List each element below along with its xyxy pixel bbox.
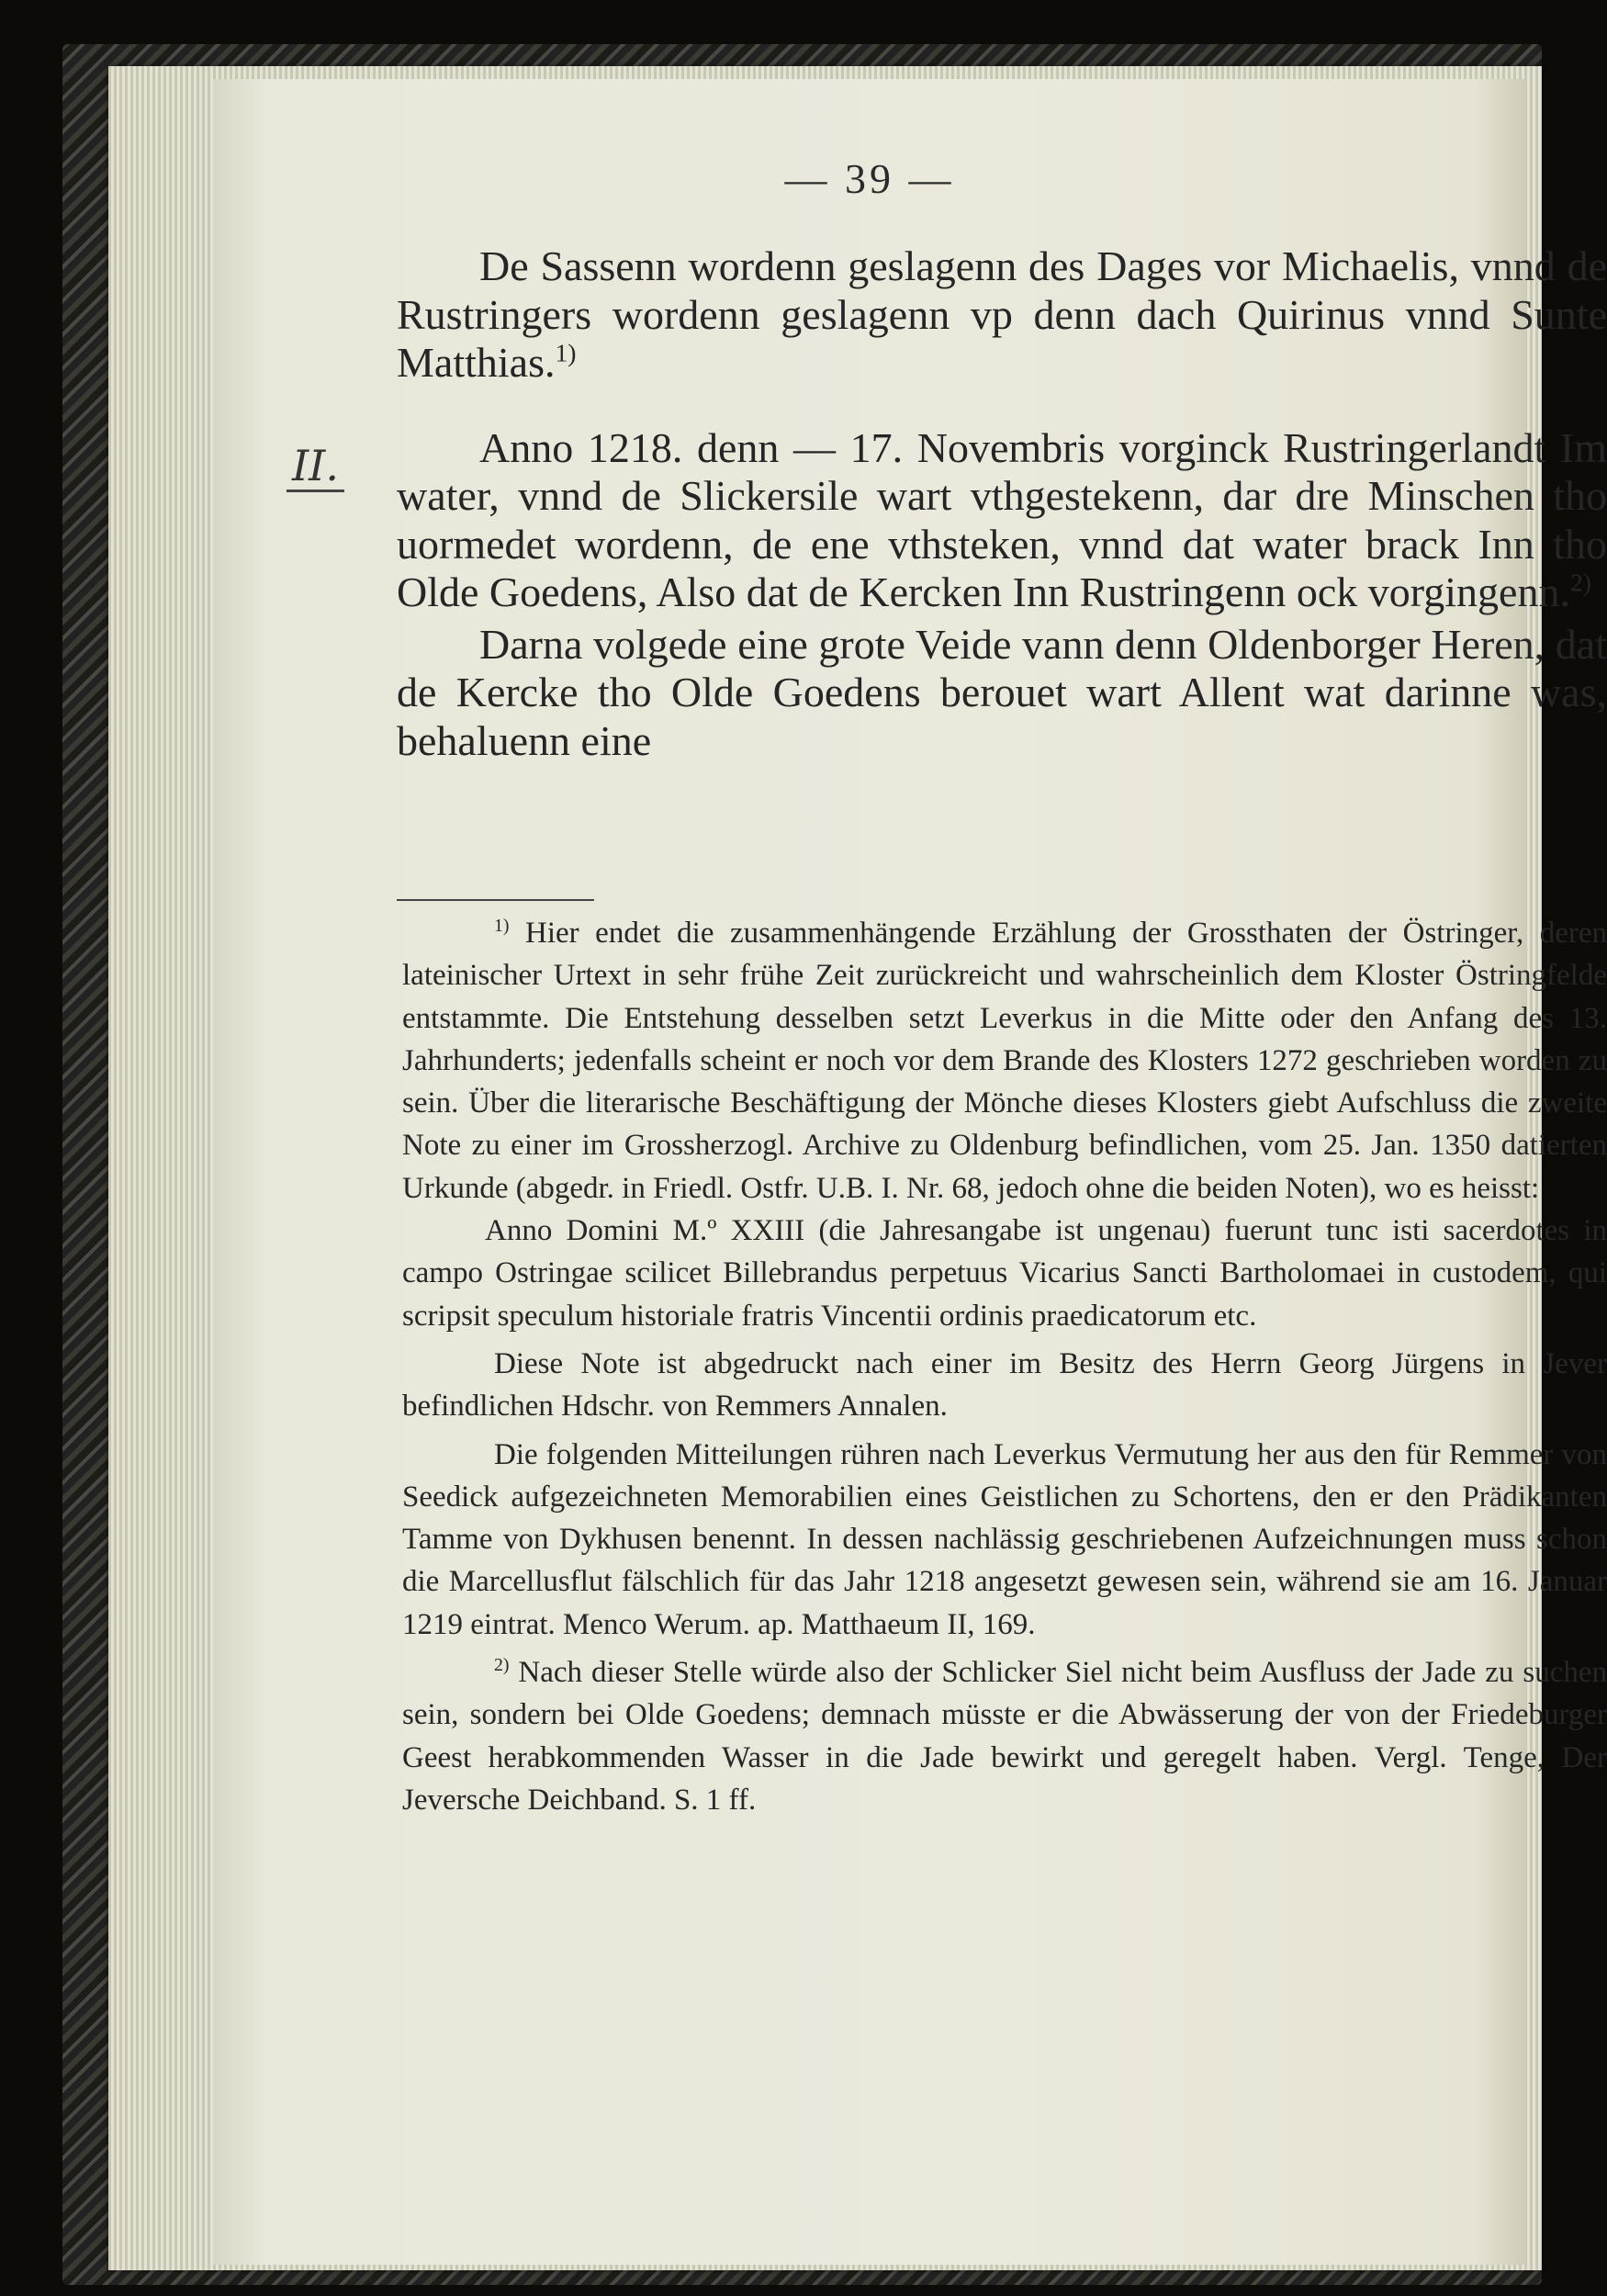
main-text <box>397 242 1607 765</box>
footnote-2-text: Nach dieser Stelle würde also der Schlicker Siel nicht beim Ausfluss der Jade zu suchen sein, sondern bei Olde Goedens; demnach müsste er die Abwässerung der von der Friedeburger Geest herabkommenden Wasser in die Jade bewirkt und geregelt haben. Vergl. Tenge, Der Jeversche Deichband. S. 1 ff. <box>402 1656 1607 1817</box>
footnote-1 <box>402 912 1607 1210</box>
footnote-ref-1: 1) <box>555 338 577 367</box>
footnote-ref-2: 2) <box>1569 568 1591 597</box>
paragraph-2 <box>397 424 1607 617</box>
footnote-1-text: Hier endet die zusammenhängende Erzählung der Grossthaten der Östringer, deren lateinischer Urtext in sehr frühe Zeit zurückreicht und wahrscheinlich dem Kloster Östringfelde entstammte. Die Entstehung desselben setzt Leverkus in die Mitte oder den Anfang des 13. Jahrhunderts; jedenfalls scheint er noch vor dem Brande des Klosters 1272 geschrieben worden zu sein. Über die literarische Beschäftigung der Mönche dieses Klosters giebt Aufschluss die zweite Note zu einer im Grossherzogl. Archive zu Oldenburg befindlichen, vom 25. Jan. 1350 datierten Urkunde (abgedr. in Friedl. Ostfr. U.B. I. Nr. 68, jedoch ohne die beiden Noten), wo es heisst: <box>402 917 1607 1205</box>
margin-annotation: II. <box>287 442 344 492</box>
paragraph-3-text: Darna volgede eine grote Veide vann denn Oldenborger Heren, dat de Kercke tho Olde Goedens berouet wart Allent wat darinne was, behaluenn eine <box>397 620 1607 764</box>
footnote-2-mark: 2) <box>494 1655 510 1676</box>
footnote-1-mark: 1) <box>494 916 510 936</box>
footnote-1-paragraph-3: Die folgenden Mitteilungen rühren nach Leverkus Vermutung her aus den für Remmer von Seedick aufgezeichneten Memorabilien eines Geistlichen zu Schortens, den er den Prädikanten Tamme von Dykhusen benennt. In dessen nachlässig geschriebenen Aufzeichnungen muss schon die Marcellusflut fälschlich für das Jahr 1218 angesetzt gewesen sein, während sie am 16. Januar 1219 eintrat. Menco Werum. ap. Matthaeum II, 169. <box>402 1437 1607 1641</box>
paragraph-1-text: De Sassenn wordenn geslagenn des Dages vor Michaelis, vnnd de Rustringers wordenn geslagenn vp denn dach Quirinus vnnd Sunte Matthias. <box>397 242 1607 386</box>
book-page <box>213 79 1607 2265</box>
page-number: — 39 — <box>784 155 955 202</box>
footnote-1-quote: Anno Domini M.º XXIII (die Jahresangabe ist ungenau) fuerunt tunc isti sacerdotes in campo Ostringae scilicet Billebrandus perpetuus Vicarius Sancti Bartholomaei in custodem, qui scripsit speculum historiale fratris Vincentii ordinis praedicatorum etc. <box>402 1214 1607 1333</box>
paragraph-2-text: Anno 1218. denn — 17. Novembris vorginck Rustringerlandt Im water, vnnd de Slickersile wart vthgestekenn, dar dre Minschen tho uormedet wordenn, de ene vthsteken, vnnd dat water brack Inn tho Olde Goedens, Also dat de Kercken Inn Rustringenn ock vorgingenn. <box>397 423 1607 615</box>
footnote-divider <box>397 899 594 901</box>
footnote-1-paragraph-2: Diese Note ist abgedruckt nach einer im Besitz des Herrn Georg Jürgens in Jever befindlichen Hdschr. von Remmers Annalen. <box>402 1346 1607 1424</box>
paragraph-1 <box>397 242 1607 388</box>
paragraph-3 <box>397 621 1607 766</box>
footnotes <box>402 912 1607 1821</box>
footnote-2 <box>402 1651 1607 1821</box>
